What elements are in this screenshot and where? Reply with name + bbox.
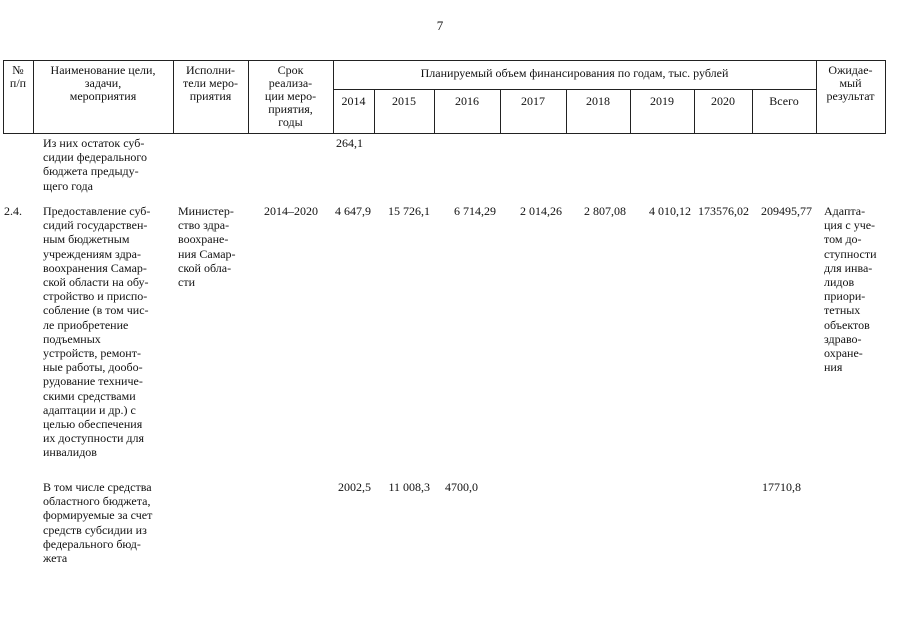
header-year: 2017 <box>521 94 545 108</box>
row-term: 2014–2020 <box>264 204 318 218</box>
header-year: Всего <box>769 94 799 108</box>
header-year: 2016 <box>455 94 479 108</box>
page-number: 7 <box>436 18 444 33</box>
header-year: 2015 <box>392 94 416 108</box>
header-executors: Исполни- тели меро- приятия <box>183 63 238 103</box>
row-value-2014: 264,1 <box>336 136 363 150</box>
row-executor: Министер- ство здра- воохране- ния Самар- ской обла- сти <box>178 204 236 290</box>
header-year: 2020 <box>711 94 735 108</box>
row-value-2015: 11 008,3 <box>388 480 430 494</box>
header-funding: Планируемый объем финансирования по годам, тыс. рублей <box>420 66 729 80</box>
row-result: Адапта- ция с уче- том до- ступности для инва- лидов приори- тетных объектов здраво- охране- ния <box>824 204 877 375</box>
row-value-2015: 15 726,1 <box>388 204 430 218</box>
header-mid-rule <box>333 89 816 90</box>
row-name: В том числе средства областного бюджета, формируемые за счет средств субсидии из федерального бюд- жета <box>43 480 153 566</box>
row-name: Из них остаток суб- сидии федерального бюджета предыду- щего года <box>43 136 148 193</box>
col-border <box>885 60 886 134</box>
row-value-2020: 173576,02 <box>698 204 749 218</box>
header-term: Срок реализа- ции меро- приятия, годы <box>264 63 317 129</box>
row-value-total: 17710,8 <box>762 480 801 494</box>
row-value-2016: 4700,0 <box>445 480 478 494</box>
row-value-2014: 4 647,9 <box>335 204 371 218</box>
header-year: 2018 <box>586 94 610 108</box>
header-bottom-rule <box>3 133 885 134</box>
row-value-2019: 4 010,12 <box>649 204 691 218</box>
header-year: 2014 <box>341 94 366 108</box>
row-name: Предоставление суб- сидий государствен- ным бюджетным учреждениям здра- воохранения Самар- ской области на обу- стройство и приспо- собление (в том чис- ле приобретение подъемных устройств, ремонт- ные работы, дообо- рудование техниче- скими средствами адаптации и др.) с целью обеспечения их доступности для инвалидов <box>43 204 151 460</box>
header-num: № п/п <box>9 63 27 90</box>
row-value-2017: 2 014,26 <box>520 204 562 218</box>
row-value-2016: 6 714,29 <box>454 204 496 218</box>
header-name: Наименование цели, задачи, мероприятия <box>50 63 156 103</box>
row-value-total: 209495,77 <box>761 204 812 218</box>
row-value-2018: 2 807,08 <box>584 204 626 218</box>
row-num: 2.4. <box>4 204 22 218</box>
header-result: Ожидае- мый результат <box>826 63 875 103</box>
row-value-2014: 2002,5 <box>338 480 371 494</box>
header-year: 2019 <box>650 94 674 108</box>
header-top-rule <box>3 60 885 61</box>
